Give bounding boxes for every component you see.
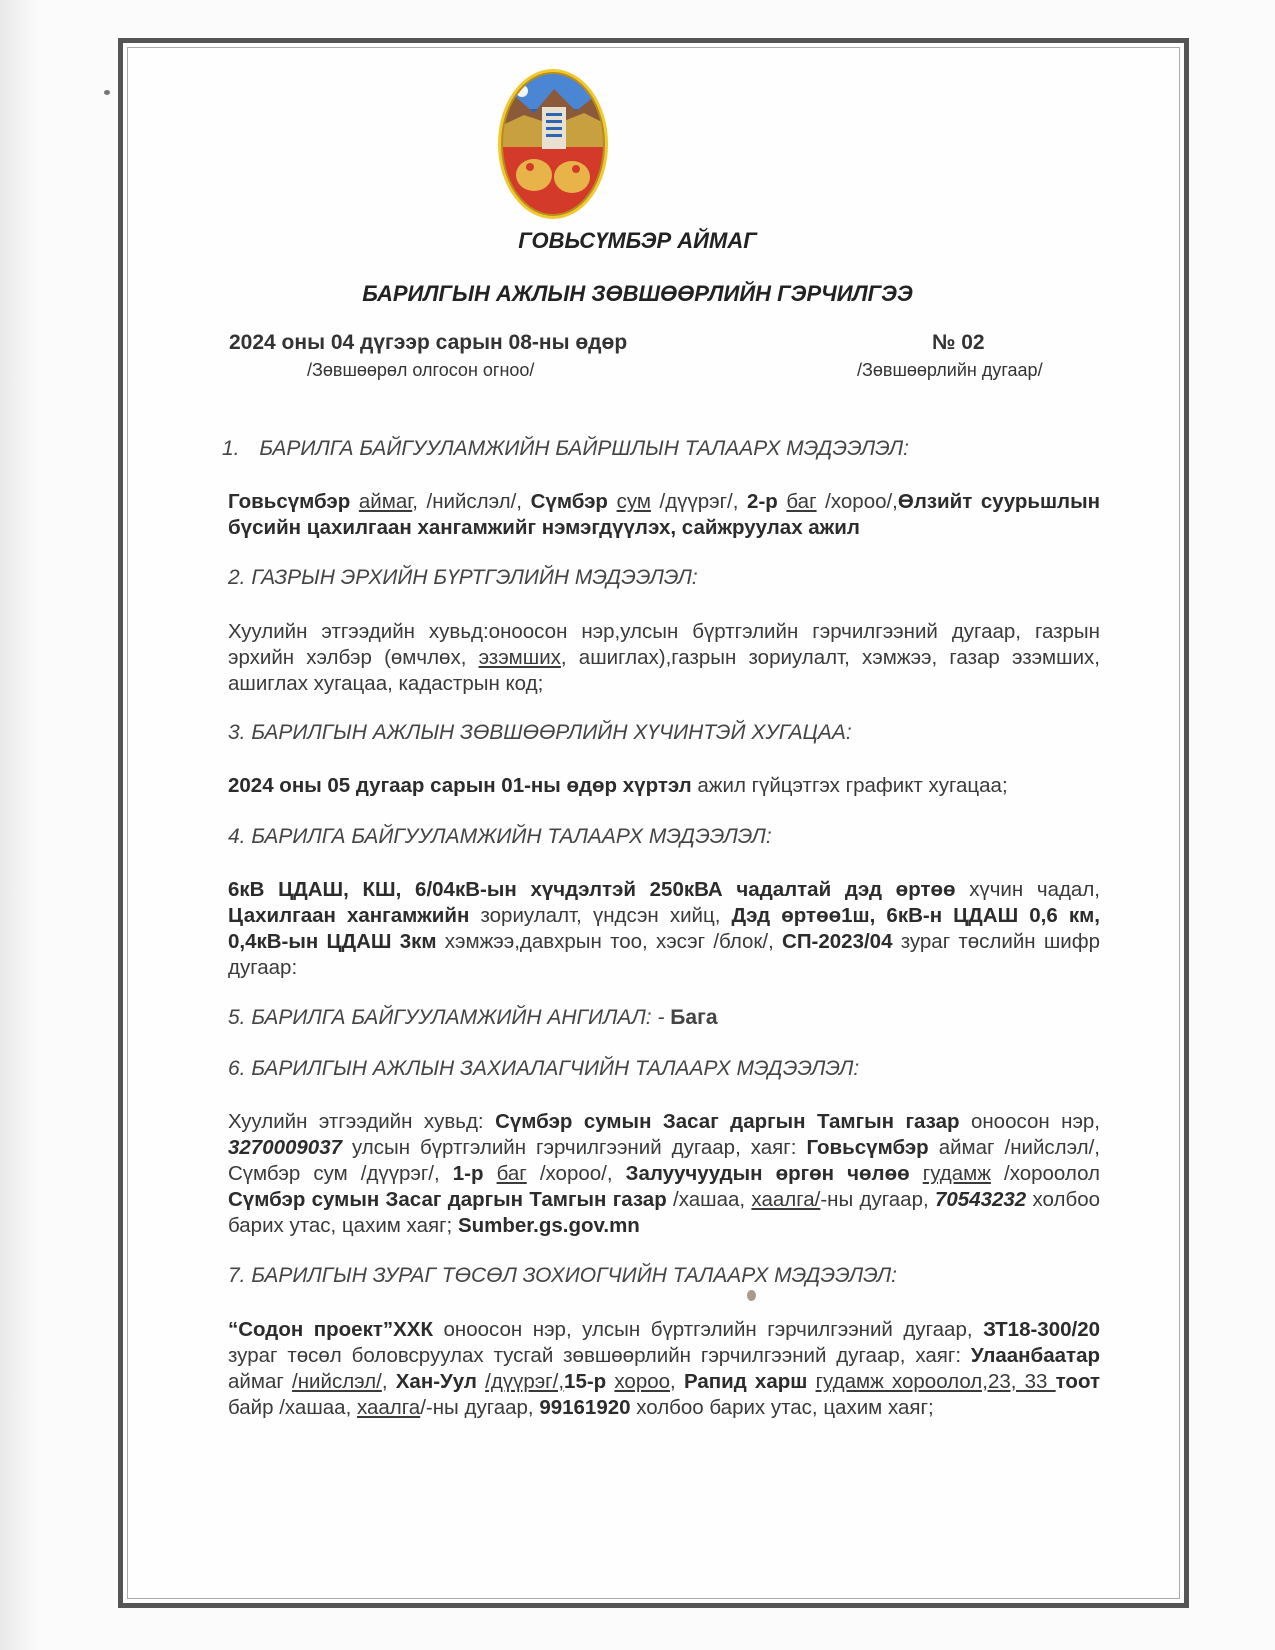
aimag-name: ГОВЬСҮМБЭР АЙМАГ xyxy=(518,228,757,253)
text: хэмжээ,давхрын тоо, хэсэг /блок/, xyxy=(436,930,783,953)
section-2-text xyxy=(228,619,1100,697)
section-2-heading: 2. ГАЗРЫН ЭРХИЙН БҮРТГЭЛИЙН МЭДЭЭЛЭЛ: xyxy=(228,566,698,589)
validity-date: 2024 оны 05 дугаар сарын 01-ны өдөр хүртэл xyxy=(228,774,692,797)
text: /-ны дугаар, xyxy=(420,1396,540,1419)
section-3-heading: 3. БАРИЛГЫН АЖЛЫН ЗӨВШӨӨРЛИЙН ХҮЧИНТЭЙ ХУГАЦАА: xyxy=(228,721,852,744)
district-label: /дүүрэг/, xyxy=(485,1370,565,1393)
issue-date: 2024 оны 04 дүгээр сарын 08-ны өдөр xyxy=(229,331,628,354)
text: /хороолол xyxy=(990,1162,1100,1185)
space xyxy=(910,1162,923,1185)
designer-building: Рапид харш xyxy=(683,1370,808,1393)
text: ажил гүйцэтгэх графикт хугацаа; xyxy=(691,774,1008,797)
designer-phone: 99161920 xyxy=(539,1396,631,1419)
client-aimag: Говьсүмбэр xyxy=(806,1136,929,1159)
sum-value: Сүмбэр xyxy=(530,490,608,513)
section-3-text xyxy=(228,773,1100,799)
street-label: гудамж хороолол,23, 33 xyxy=(815,1370,1056,1393)
gate-label: хаалга/ xyxy=(751,1188,821,1211)
building-class: Бага xyxy=(670,1006,718,1029)
client-building: Сүмбэр сумын Засаг даргын Тамгын газар xyxy=(228,1188,667,1211)
text: зориулалт, үндсэн хийц, xyxy=(469,904,732,927)
section-6-text xyxy=(228,1109,1100,1239)
space xyxy=(477,1370,485,1393)
text: , ашиглах),газрын зориулалт, хэмжээ, газар эзэмших, ашиглах хугацаа, кадастрын код; xyxy=(228,646,1100,695)
sum-label: сум xyxy=(616,490,651,513)
text: -ны дугаар, xyxy=(820,1188,935,1211)
space xyxy=(484,1162,497,1185)
scope: Дэд өртөө1ш, 6кВ-н ЦДАШ 0,6 км, 0,4кВ-ын ЦДАШ 3км xyxy=(228,904,1100,953)
section-5-title: 5. БАРИЛГА БАЙГУУЛАМЖИЙН АНГИЛАЛ: - xyxy=(228,1006,671,1029)
gate-label: хаалга xyxy=(356,1396,421,1419)
bag-label: баг xyxy=(786,490,817,513)
client-name: Сүмбэр сумын Засаг даргын Тамгын газар xyxy=(495,1110,960,1133)
project-code: СП-2023/04 xyxy=(782,930,893,953)
capital-label: /нийслэл/ xyxy=(292,1370,382,1393)
client-bag: 1-р xyxy=(452,1162,484,1185)
section-1-title: БАРИЛГА БАЙГУУЛАМЖИЙН БАЙРШЛЫН ТАЛААРХ МЭДЭЭЛЭЛ: xyxy=(259,437,910,460)
bag-label: баг xyxy=(496,1162,527,1185)
section-1-heading xyxy=(222,437,909,461)
permit-number-caption: /Зөвшөөрлийн дугаар/ xyxy=(857,360,1043,380)
text: хүчин чадал, xyxy=(955,878,1100,901)
aimag-label: аймаг xyxy=(358,490,413,513)
designer-khoroo: 15-р xyxy=(564,1370,607,1393)
text: Хуулийн этгээдийн хувьд: xyxy=(228,1110,496,1133)
text: , xyxy=(381,1370,396,1393)
text: аймаг xyxy=(228,1370,293,1393)
text: /хороо/, xyxy=(526,1162,626,1185)
text: холбоо барих утас, цахим хаяг; xyxy=(630,1396,934,1419)
space xyxy=(807,1370,815,1393)
section-7-text xyxy=(228,1317,1100,1421)
text: холбоо барих утас, цахим хаяг; xyxy=(228,1188,1101,1237)
text: /хашаа, xyxy=(666,1188,752,1211)
bag-value: 2-р xyxy=(747,490,778,513)
text: оноосон нэр, xyxy=(959,1110,1101,1133)
client-website: Sumber.gs.gov.mn xyxy=(457,1214,640,1237)
client-street: Залуучуудын өргөн чөлөө xyxy=(625,1162,910,1185)
text: /хороо/, xyxy=(816,490,898,513)
ink-stain xyxy=(747,1290,756,1301)
unit-label: тоот xyxy=(1055,1370,1100,1393)
section-4-heading: 4. БАРИЛГА БАЙГУУЛАМЖИЙН ТАЛААРХ МЭДЭЭЛЭЛ: xyxy=(228,825,772,848)
text: оноосон нэр, улсын бүртгэлийн гэрчилгээний дугаар, xyxy=(432,1318,984,1341)
text: улсын бүртгэлийн гэрчилгээний дугаар, хаяг: xyxy=(342,1136,807,1159)
scan-speck xyxy=(104,90,110,95)
client-phone: 70543232 xyxy=(935,1188,1027,1211)
text: Хуулийн этгээдийн хувьд:оноосон нэр,улсын бүртгэлийн гэрчилгээний дугаар, газрын эрхийн хэлбэр (өмчлөх, xyxy=(228,620,1100,669)
text: зураг төсөл боловсруулах тусгай зөвшөөрлийн гэрчилгээний дугаар, хаяг: xyxy=(228,1344,971,1367)
designer-license: ЗТ18-300/20 xyxy=(983,1318,1100,1341)
text: , /нийслэл/, xyxy=(412,490,531,513)
project-name: Өлзийт суурьшлын бүсийн цахилгаан хангамжийг нэмэгдүүлэх, сайжруулах ажил xyxy=(228,490,1100,539)
section-1-text xyxy=(228,489,1100,541)
aimag-value: Говьсүмбэр xyxy=(228,490,351,513)
client-reg-number: 3270009037 xyxy=(228,1136,343,1159)
designer-district: Хан-Уул xyxy=(395,1370,477,1393)
text: байр /хашаа, xyxy=(228,1396,357,1419)
text: , xyxy=(670,1370,684,1393)
designer-name: “Содон проект”ХХК xyxy=(228,1318,433,1341)
text: /дүүрэг/, xyxy=(650,490,748,513)
designer-city: Улаанбаатар xyxy=(970,1344,1100,1367)
permit-number: № 02 xyxy=(932,331,985,354)
section-5-heading xyxy=(228,1006,718,1030)
street-label: гудамж xyxy=(922,1162,991,1185)
substation-spec: 6кВ ЦДАШ, КШ, 6/04кВ-ын хүчдэлтэй 250кВА чадалтай дэд өртөө xyxy=(228,878,956,901)
section-4-text xyxy=(228,877,1100,981)
issue-date-caption: /Зөвшөөрөл олгосон огноо/ xyxy=(307,360,535,380)
space xyxy=(350,490,359,513)
document-title: БАРИЛГЫН АЖЛЫН ЗӨВШӨӨРЛИЙН ГЭРЧИЛГЭЭ xyxy=(362,281,913,306)
space xyxy=(608,490,617,513)
section-7-heading: 7. БАРИЛГЫН ЗУРАГ ТӨСӨЛ ЗОХИОГЧИЙН ТАЛААРХ МЭДЭЭЛЭЛ: xyxy=(228,1264,897,1287)
section-6-heading: 6. БАРИЛГЫН АЖЛЫН ЗАХИАЛАГЧИЙН ТАЛААРХ МЭДЭЭЛЭЛ: xyxy=(228,1057,860,1080)
coat-of-arms-emblem xyxy=(494,67,612,222)
possession-term: эзэмших xyxy=(478,646,561,669)
section-1-number: 1. xyxy=(222,437,240,460)
text: аймаг /нийслэл/, Сүмбэр сум /дүүрэг/, xyxy=(228,1136,1100,1185)
khoroo-label: хороо xyxy=(614,1370,671,1393)
text: зураг төслийн шифр дугаар: xyxy=(228,930,1101,979)
purpose: Цахилгаан хангамжийн xyxy=(228,904,470,927)
